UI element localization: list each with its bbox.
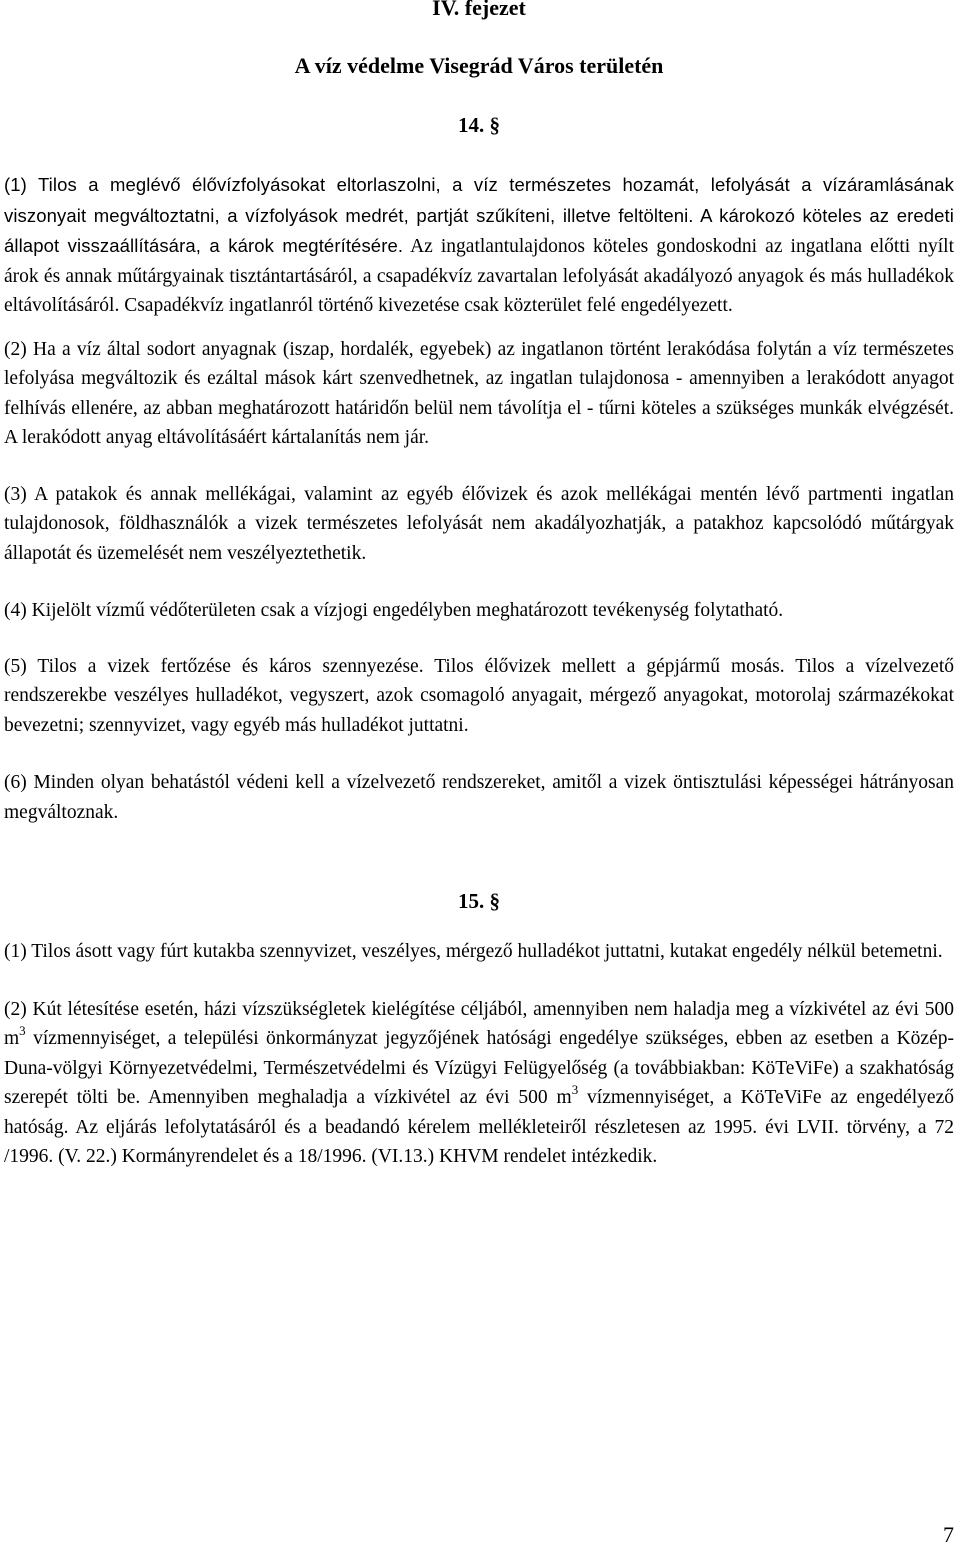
section-14-paragraph-3: (3) A patakok és annak mellékágai, valamint az egyéb élővizek és azok mellékágai mentén lévő partmenti ingatlan tulajdonosok, földhasználók a vizek természetes lefolyását nem akadályozhatják, a patakhoz kapcsolódó műtárgyak állapotát és üzemelését nem veszélyeztethetik.: [4, 483, 954, 564]
cubic-superscript: 3: [19, 1023, 26, 1038]
section-14-paragraph-5: (5) Tilos a vizek fertőzése és káros szennyezése. Tilos élővizek mellett a gépjármű mosás. Tilos a vízelvezető rendszerekbe veszélyes hulladékot, vegyszert, azok csomagoló anyagait, mérgező anyagokat, motorolaj származékokat bevezetni; szennyvizet, vagy egyéb más hulladékot juttatni.: [4, 655, 954, 736]
paragraph-1-serif-text: Az ingatlantulajdonos köteles gondoskodni az ingatlana előtti nyílt árok és annak műtárgyainak tisztántartásáról, a csapadékvíz zavartalan lefolyását akadályozó anyagok és más hulladékok eltávolításáról. Csapadékvíz ingatlanról történő kivezetése csak közterület felé engedélyezett.: [4, 236, 954, 316]
page-number: 7: [943, 1522, 954, 1547]
section-15-paragraph-2: [4, 995, 954, 1172]
section-14-heading: 14. §: [458, 113, 500, 137]
cubic-superscript: 3: [571, 1082, 579, 1097]
section-14-paragraph-6: (6) Minden olyan behatástól védeni kell a vízelvezető rendszereket, amitől a vizek öntisztulási képességei hátrányosan megváltoznak.: [4, 772, 954, 823]
section-14-paragraph-4: (4) Kijelölt vízmű védőterületen csak a vízjogi engedélyben meghatározott tevékenység folytatható.: [4, 600, 784, 621]
paragraph-1-sans-text: (1) Tilos a meglévő élővízfolyásokat eltorlaszolni, a víz természetes hozamát, lefolyását a vízáramlásának viszonyait megváltoztatni, a vízfolyások medrét, partját szűkíteni, illetve feltölteni. A károkozó köteles az eredeti állapot visszaállítására, a károk megtérítésére.: [4, 174, 954, 256]
chapter-heading: IV. fejezet: [432, 0, 526, 20]
paragraph-2-text-b: vízmennyiséget, a települési önkormányzat jegyzőjének hatósági engedélye szükséges, ebben az esetben a Közép-Duna-völgyi Környezetvédelmi, Természetvédelmi és Vízügyi Felügyelőség (a továbbiakban: KöTeViFe) a szakhatóság szerepét tölti be. Amennyiben meghaladja a vízkivétel az évi 500 m: [4, 1028, 954, 1108]
section-15-heading: 15. §: [458, 889, 500, 913]
section-14-paragraph-2: (2) Ha a víz által sodort anyagnak (iszap, hordalék, egyebek) az ingatlanon történt lerakódása folytán a víz természetes lefolyása megváltozik és ezáltal mások kárt szenvedhetnek, az ingatlan tulajdonosa - amennyiben a lerakódott anyagot felhívás ellenére, az abban meghatározott határidőn belül nem távolítja el - tűrni köteles a szükséges munkák elvégzését. A lerakódott anyag eltávolításáért kártalanítás nem jár.: [4, 338, 954, 448]
paragraph-2-text-c: vízmennyiséget, a KöTeViFe az engedélyező hatóság. Az eljárás lefolytatásáról és a beadandó kérelem mellékleteiről részletesen az 1995. évi LVII. törvény, a 72 /1996. (V. 22.) Kormányrendelet és a 18/1996. (VI.13.) KHVM rendelet intézkedik.: [4, 1087, 954, 1167]
section-15-paragraph-1: (1) Tilos ásott vagy fúrt kutakba szennyvizet, veszélyes, mérgező hulladékot juttatni, kutakat engedély nélkül betemetni.: [4, 941, 943, 962]
paragraph-2-text-a: (2) Kút létesítése esetén, házi vízszükségletek kielégítése céljából, amennyiben nem haladja meg a vízkivétel az évi 500 m: [4, 998, 954, 1049]
chapter-title: A víz védelme Visegrád Város területén: [294, 53, 664, 78]
section-14-paragraph-1: [4, 170, 954, 321]
document-page: [4, 0, 954, 1172]
